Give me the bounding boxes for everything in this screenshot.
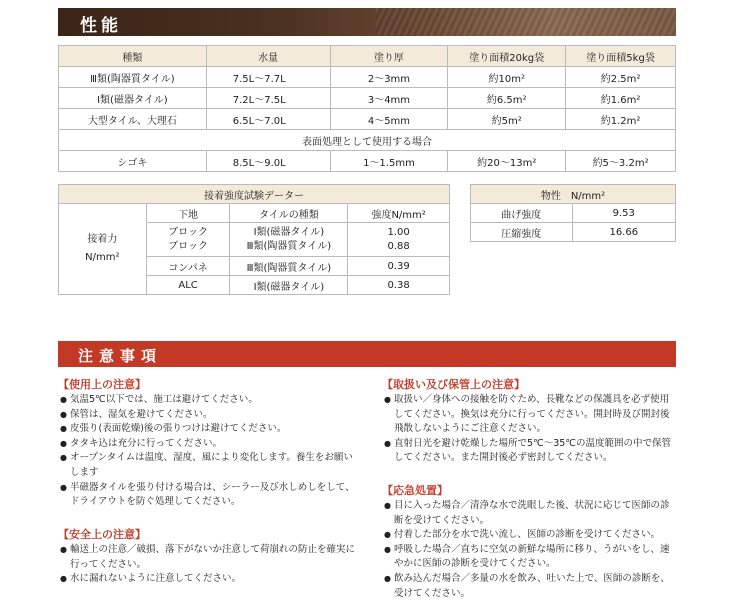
adhesion-title-row: [59, 185, 450, 204]
strength-value: 1.00: [387, 226, 410, 238]
header-cell: 塗り面積5kg袋: [566, 46, 676, 67]
cautions-title: 注意事項: [78, 347, 163, 365]
substrate-label: ブロック: [168, 240, 208, 252]
list-item: ● 水に漏れないように注意してください。: [60, 572, 360, 587]
list-item: ● 呼吸した場合／直ちに空気の新鮮な場所に移り、うがいをし、速やかに医師の診断を受けてください。: [384, 543, 678, 572]
emergency-list: [384, 499, 678, 601]
table-cell: 7.2L～7.5L: [206, 88, 330, 109]
emergency-heading: 【応急処置】: [382, 484, 448, 497]
table-cell: シゴキ: [59, 151, 207, 172]
header-cell: 塗り面積20kg袋: [448, 46, 566, 67]
table-cell: 16.66: [572, 223, 675, 242]
table-cell: 1～1.5mm: [330, 151, 448, 172]
table-cell: [230, 223, 348, 257]
header-cell: 種類: [59, 46, 207, 67]
table-cell: ALC: [146, 276, 230, 295]
table-cell: 約1.6m²: [566, 88, 676, 109]
list-item: ● 目に入った場合／清浄な水で洗眼した後、状況に応じて医師の診断を受けてください。: [384, 499, 678, 528]
table-cell: 約5m²: [448, 109, 566, 130]
list-item: ● タタキ込は充分に行ってください。: [60, 437, 360, 452]
table-cell: コンパネ: [146, 257, 230, 276]
tile-type: Ⅲ類(陶器質タイル): [246, 240, 332, 252]
banner-texture: [376, 8, 676, 36]
table-cell: 7.5L～7.7L: [206, 67, 330, 88]
properties-title: 物性 N/mm²: [471, 185, 676, 204]
header-cell: タイルの種類: [230, 204, 348, 223]
table-cell: [146, 223, 230, 257]
table-header-row: [59, 204, 450, 223]
header-cell: 塗り厚: [330, 46, 448, 67]
handling-list: [384, 393, 678, 466]
properties-title-row: [471, 185, 676, 204]
properties-table: [470, 184, 676, 242]
list-item: ● 付着した部分を水で洗い流し、医師の診断を受けてください。: [384, 528, 678, 543]
table-row: [59, 67, 676, 88]
strength-value: 0.88: [387, 240, 410, 252]
performance-table: [58, 45, 676, 172]
header-cell: 水量: [206, 46, 330, 67]
table-row: [59, 109, 676, 130]
list-item: ● オープンタイムは温度、湿度、風により変化します。養生をお願いします: [60, 451, 360, 480]
substrate-label: ブロック: [168, 226, 208, 238]
list-item: ● 輸送上の注意／破損、落下がないか注意して荷崩れの防止を確実に行ってください。: [60, 543, 360, 572]
list-item: ● 半磁器タイルを張り付ける場合は、シーラー及び水しめしをして、ドライアウトを防ぐ処理してください。: [60, 481, 360, 510]
table-cell: 8.5L～9.0L: [206, 151, 330, 172]
table-cell: 3～4mm: [330, 88, 448, 109]
table-cell: Ⅲ類(陶器質タイル): [59, 67, 207, 88]
table-cell: 約1.2m²: [566, 109, 676, 130]
side-label-1: 接着力: [87, 234, 118, 245]
list-item: ● 直射日光を避け乾燥した場所で5℃～35℃の温度範囲の中で保管してください。また開封後必ず密封してください。: [384, 437, 678, 466]
cautions-banner: [58, 341, 676, 367]
table-cell: 約10m²: [448, 67, 566, 88]
performance-title: 性能: [80, 16, 122, 36]
table-cell: 圧縮強度: [471, 223, 573, 242]
table-cell: 約2.5m²: [566, 67, 676, 88]
table-cell: 大型タイル、大理石: [59, 109, 207, 130]
usage-list: [60, 393, 360, 510]
table-cell: Ⅰ類(磁器タイル): [230, 276, 348, 295]
list-item: ● 飲み込んだ場合／多量の水を飲み、吐いた上で、医師の診断を、受けてください。: [384, 572, 678, 601]
handling-heading: 【取扱い及び保管上の注意】: [382, 378, 525, 391]
header-cell: 下地: [146, 204, 230, 223]
table-cell: 0.39: [348, 257, 450, 276]
table-cell: 2～3mm: [330, 67, 448, 88]
list-item: ● 保管は、湿気を避けてください。: [60, 408, 360, 423]
table-cell: 約5～3.2m²: [566, 151, 676, 172]
table-cell: 9.53: [572, 204, 675, 223]
table-cell: 曲げ強度: [471, 204, 573, 223]
safety-heading: 【安全上の注意】: [58, 528, 146, 541]
adhesion-table: [58, 184, 450, 295]
safety-list: [60, 543, 360, 587]
table-row: [471, 204, 676, 223]
table-cell: 4～5mm: [330, 109, 448, 130]
adhesion-side-label: [59, 204, 147, 295]
table-cell: 約6.5m²: [448, 88, 566, 109]
surface-treatment-note: 表面処理として使用する場合: [59, 130, 676, 151]
tile-type: Ⅰ類(磁器タイル): [253, 226, 325, 238]
list-item: ● 気温5℃以下では、施工は避けてください。: [60, 393, 360, 408]
performance-banner: [58, 8, 676, 36]
table-cell: 約20～13m²: [448, 151, 566, 172]
table-cell: Ⅲ類(陶器質タイル): [230, 257, 348, 276]
adhesion-title: 接着強度試験データー: [59, 185, 450, 204]
table-cell: 0.38: [348, 276, 450, 295]
table-header-row: [59, 46, 676, 67]
table-cell: [348, 223, 450, 257]
table-cell: 6.5L～7.0L: [206, 109, 330, 130]
table-row: [59, 88, 676, 109]
list-item: ● 取扱い／身体への接触を防ぐため、長靴などの保護具を必ず使用してください。換気は充分に行ってください。開封時及び開封後飛散しないようにご注意ください。: [384, 393, 678, 437]
usage-heading: 【使用上の注意】: [58, 378, 146, 391]
table-row: [471, 223, 676, 242]
list-item: ● 皮張り(表面乾燥)後の張りつけは避けてください。: [60, 422, 360, 437]
header-cell: 強度N/mm²: [348, 204, 450, 223]
surface-treatment-note-row: [59, 130, 676, 151]
table-cell: Ⅰ類(磁器タイル): [59, 88, 207, 109]
table-row: [59, 151, 676, 172]
side-label-2: N/mm²: [85, 252, 120, 263]
